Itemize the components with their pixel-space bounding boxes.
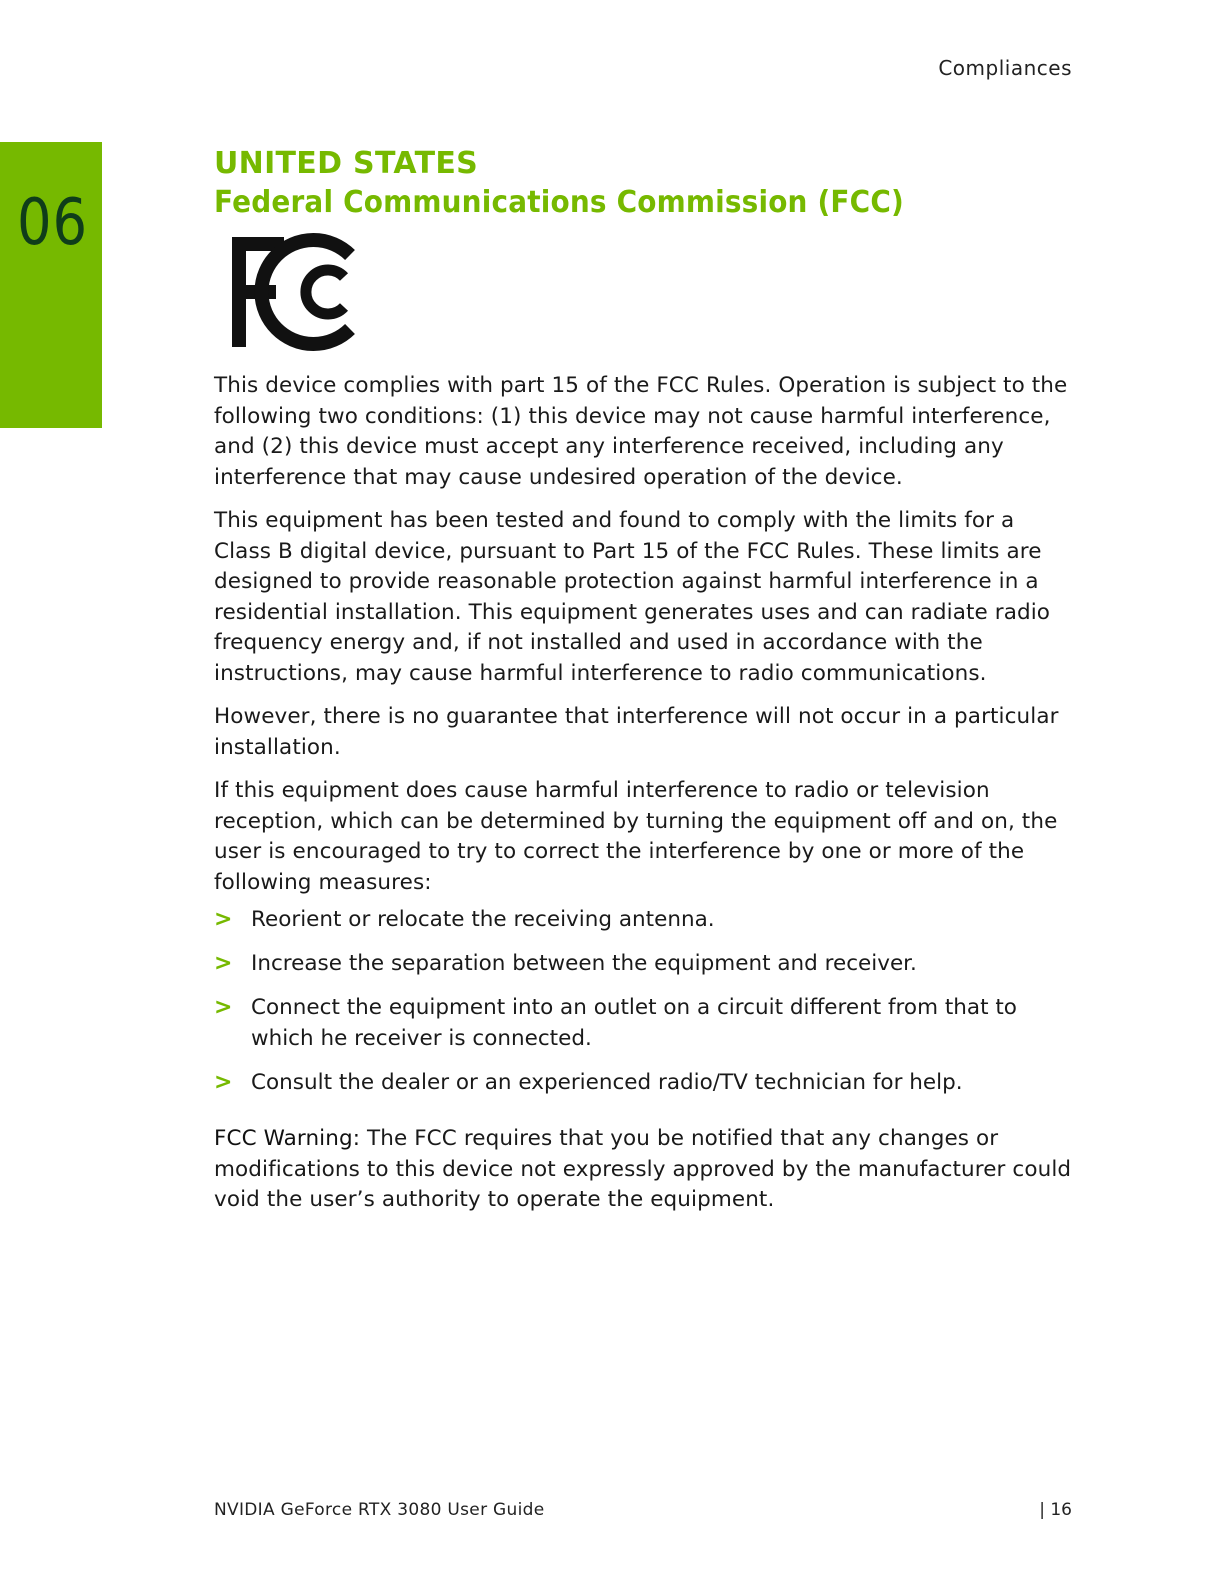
chevron-right-icon: >	[214, 907, 233, 932]
running-header: Compliances	[938, 56, 1072, 80]
list-item	[214, 904, 1074, 935]
footer-document-title: NVIDIA GeForce RTX 3080 User Guide	[214, 1500, 545, 1520]
section-heading-country: UNITED STATES	[214, 146, 479, 181]
paragraph-measures-intro: If this equipment does cause harmful interference to radio or television reception, which can be determined by turning the equipment off and on, the user is encouraged to try to correct the interference by one or more of the following measures:	[214, 778, 1058, 895]
paragraph-class-b: This equipment has been tested and found to comply with the limits for a Class B digital device, pursuant to Part 15 of the FCC Rules. These limits are designed to provide reasonable protection against harmful interference in a residential installation. This equipment generates uses and can radiate radio frequency energy and, if not installed and used in accordance with the instructions, may cause harmful interference to radio communications.	[214, 508, 1051, 686]
list-item-text: Increase the separation between the equipment and receiver.	[251, 951, 917, 976]
fcc-warning-text: The FCC requires that you be notified that any changes or modifications to this device not expressly approved by the manufacturer could void the user’s authority to operate the equipment.	[214, 1126, 1072, 1212]
fcc-logo	[232, 233, 382, 351]
section-heading-agency: Federal Communications Commission (FCC)	[214, 185, 904, 220]
paragraph-compliance: This device complies with part 15 of the FCC Rules. Operation is subject to the following two conditions: (1) this device may not cause harmful interference, and (2) this device must accept any interference received, including any interference that may cause undesired operation of the device.	[214, 373, 1068, 490]
list-item	[214, 948, 1074, 979]
list-item-text: Reorient or relocate the receiving antenna.	[251, 907, 715, 932]
chapter-number: 06	[17, 186, 88, 260]
paragraph-no-guarantee: However, there is no guarantee that interference will not occur in a particular installation.	[214, 704, 1059, 760]
fcc-warning-paragraph	[214, 1124, 1074, 1216]
chevron-right-icon: >	[214, 1070, 233, 1095]
chapter-tab	[0, 142, 102, 428]
list-item-text: Connect the equipment into an outlet on a circuit different from that to which he receiver is connected.	[251, 995, 1017, 1051]
fcc-warning-label: FCC Warning:	[214, 1126, 361, 1151]
measures-list	[214, 904, 1074, 1098]
footer-page-number: | 16	[1039, 1500, 1072, 1520]
list-item	[214, 1067, 1074, 1098]
main-content	[214, 145, 1074, 1216]
list-item	[214, 992, 1074, 1054]
list-item-text: Consult the dealer or an experienced radio/TV technician for help.	[251, 1070, 963, 1095]
chevron-right-icon: >	[214, 995, 233, 1020]
chevron-right-icon: >	[214, 951, 233, 976]
